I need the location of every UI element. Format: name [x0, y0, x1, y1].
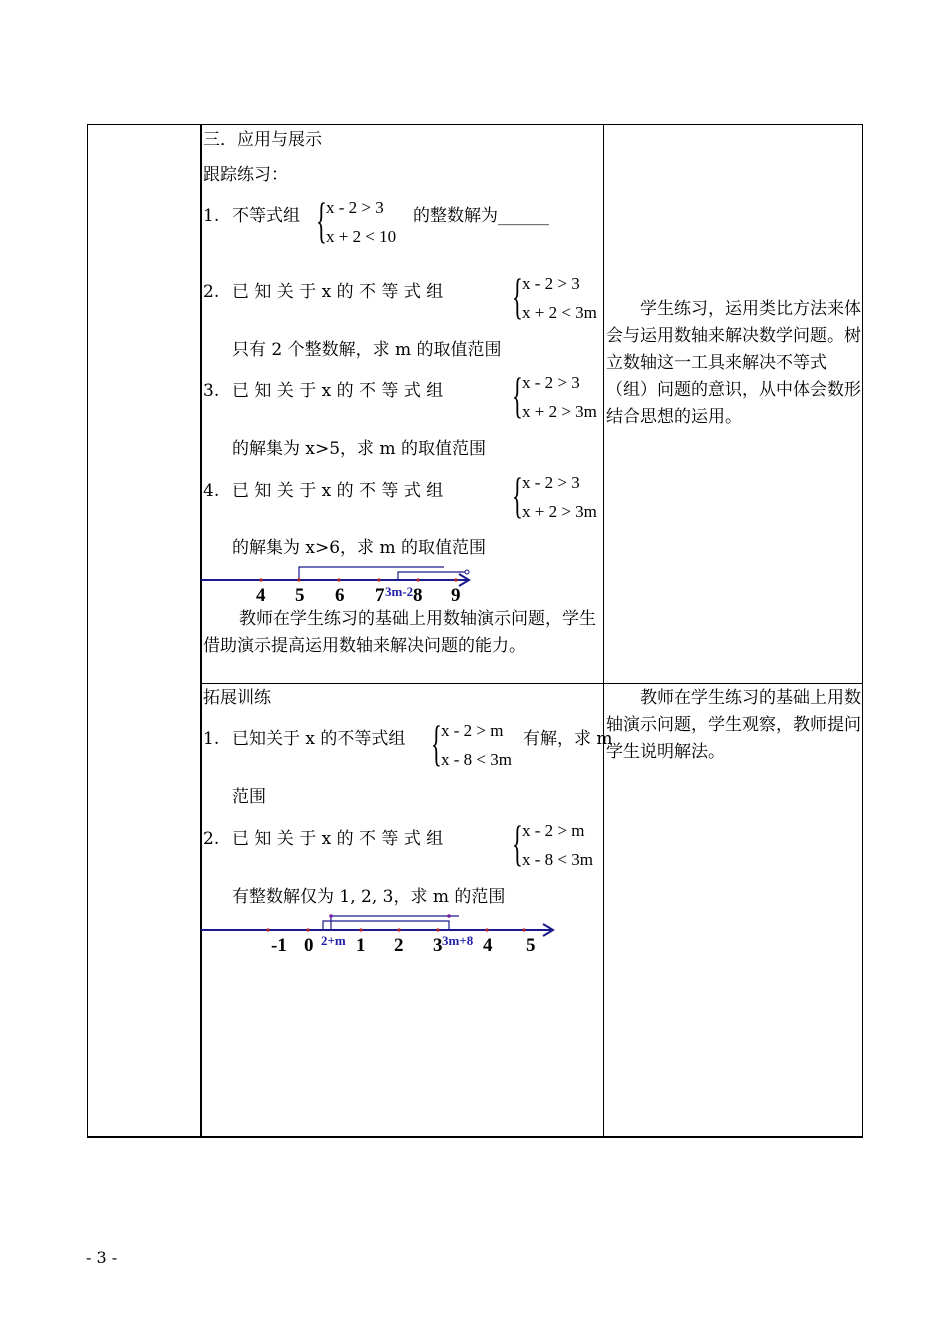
table-left-border [87, 124, 88, 1137]
number-line-2-dot-4 [485, 928, 488, 931]
number-line-1-dot-6 [337, 578, 340, 581]
number-line-2-dot-0 [306, 928, 309, 931]
nl1-label-3m-2: 3m-2 [385, 584, 414, 599]
nl1-tick-9: 9 [451, 585, 461, 606]
e2-line2: 有整数解仅为 1, 2, 3，求 m 的范围 [232, 887, 506, 907]
e2-inequality-2: x - 8 < 3m [522, 850, 593, 869]
practice-heading: 跟踪练习： [203, 165, 288, 185]
nl2-tick-1: 1 [356, 935, 366, 956]
number-line-2-upper-bracket [331, 916, 459, 930]
q2-brace: { [512, 268, 523, 324]
q3-brace: { [512, 367, 523, 423]
q2-inequality-2: x + 2 < 3m [522, 303, 597, 322]
number-line-2-dot-neg1 [266, 928, 269, 931]
nl2-tick-4: 4 [483, 935, 493, 956]
number-line-1-open-point [465, 570, 469, 574]
q4-brace: { [512, 467, 523, 523]
number-line-1-dot-9 [454, 578, 457, 581]
q1-text: 不等式组 [232, 206, 300, 226]
number-line-1-solution-bracket [299, 567, 444, 580]
number-line-2-dot-5 [522, 928, 525, 931]
q1-after: 的整数解为______ [413, 206, 549, 226]
q4-inequality-1: x - 2 > 3 [522, 473, 580, 492]
q3-inequality-1: x - 2 > 3 [522, 373, 580, 392]
section-title: 三．应用与展示 [203, 130, 322, 150]
e1-brace: { [431, 715, 442, 771]
table-right-border [862, 124, 863, 1137]
column-divider-1 [200, 124, 202, 1137]
q3-number: 3. [203, 381, 220, 401]
e1-number: 1. [203, 729, 220, 749]
number-line-1-dot-5 [297, 578, 300, 581]
q1-number: 1. [203, 206, 220, 226]
teacher-paragraph-1: 教师在学生练习的基础上用数轴演示问题，学生借助演示提高运用数轴来解决问题的能力。 [203, 609, 596, 656]
e1-after: 有解，求 m [523, 729, 613, 749]
q4-number: 4. [203, 481, 220, 501]
nl2-tick-5: 5 [526, 935, 536, 956]
q4-text: 已 知 关 于 x 的 不 等 式 组 [232, 481, 444, 501]
number-line-2-dot-1 [359, 928, 362, 931]
number-line-1-dot-8 [416, 578, 419, 581]
e2-text: 已 知 关 于 x 的 不 等 式 组 [232, 829, 444, 849]
number-line-1-dot-4 [259, 578, 262, 581]
q2-inequality-1: x - 2 > 3 [522, 274, 580, 293]
q2-text: 已 知 关 于 x 的 不 等 式 组 [232, 282, 444, 302]
table-top-border [87, 124, 863, 125]
nl1-tick-4: 4 [256, 585, 266, 606]
q2-number: 2. [203, 282, 220, 302]
row-divider [201, 683, 863, 684]
q3-inequality-2: x + 2 > 3m [522, 402, 597, 421]
e2-brace: { [512, 815, 523, 871]
e1-inequality-2: x - 8 < 3m [441, 750, 512, 769]
nl2-tick-0: 0 [304, 935, 314, 956]
nl1-tick-7: 7 [375, 585, 385, 606]
column-divider-2 [603, 124, 604, 1137]
q1-inequality-2: x + 2 < 10 [326, 227, 397, 246]
e1-text: 已知关于 x 的不等式组 [232, 729, 406, 749]
number-line-1-dot-7 [377, 578, 380, 581]
q4-inequality-2: x + 2 > 3m [522, 502, 597, 521]
nl2-tick-2: 2 [394, 935, 404, 956]
number-line-2 [201, 908, 561, 938]
e2-inequality-1: x - 2 > m [522, 821, 585, 840]
page-number: - 3 - [86, 1248, 118, 1267]
e1-inequality-1: x - 2 > m [441, 721, 504, 740]
e1-line2: 范围 [232, 787, 266, 807]
number-line-2-point-a [329, 914, 333, 918]
nl2-label-2+m: 2+m [321, 933, 346, 948]
nl1-tick-5: 5 [295, 585, 305, 606]
number-line-2-lower-bracket [323, 921, 449, 930]
nl2-tick-3: 3 [433, 935, 443, 956]
number-line-2-dot-2 [397, 928, 400, 931]
q4-line2: 的解集为 x>6，求 m 的取值范围 [232, 538, 486, 558]
number-line-2-point-b [447, 914, 451, 918]
extension-heading: 拓展训练 [203, 688, 271, 708]
right-note-1: 学生练习，运用类比方法来体会与运用数轴来解决数学问题。树立数轴这一工具来解决不等式（组）问题的意识，从中体会数形结合思想的运用。 [606, 299, 861, 427]
q3-line2: 的解集为 x>5，求 m 的取值范围 [232, 439, 486, 459]
number-line-2-dot-3 [436, 928, 439, 931]
table-bottom-border [87, 1136, 863, 1138]
q1-brace: { [316, 192, 327, 248]
nl1-tick-8: 8 [413, 585, 423, 606]
q1-inequality-1: x - 2 > 3 [326, 198, 384, 217]
e2-number: 2. [203, 829, 220, 849]
nl2-label-3m+8: 3m+8 [442, 933, 474, 948]
right-note-2: 教师在学生练习的基础上用数轴演示问题，学生观察，教师提问学生说明解法。 [606, 688, 861, 762]
nl2-tick-neg1: -1 [271, 935, 287, 956]
nl1-tick-6: 6 [335, 585, 345, 606]
q3-text: 已 知 关 于 x 的 不 等 式 组 [232, 381, 444, 401]
q2-line2: 只有 2 个整数解，求 m 的取值范围 [232, 340, 502, 360]
